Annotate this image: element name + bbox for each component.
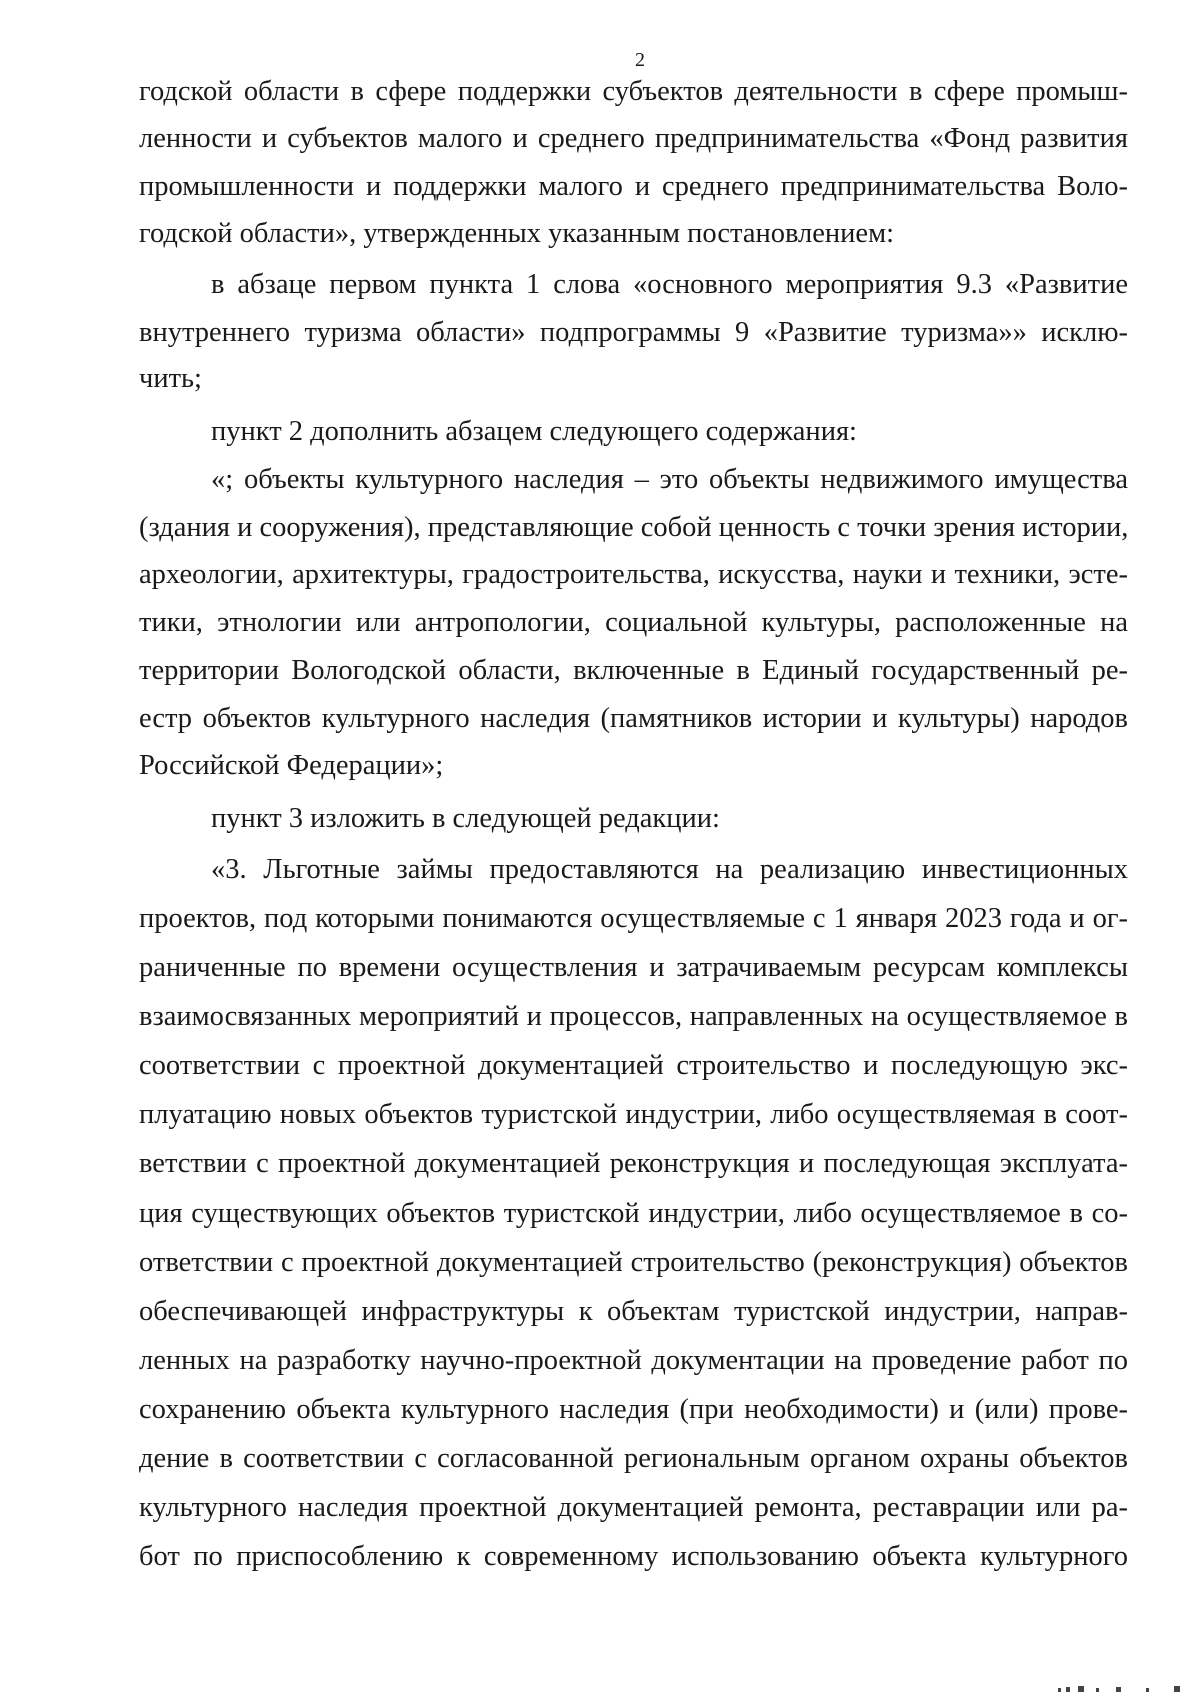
text-line: ция существующих объектов туристской индустрии, либо осуществляемое в со- — [139, 1198, 1128, 1229]
text-line: ленных на разработку научно-проектной документации на проведение работ по — [139, 1345, 1128, 1376]
text-line: обеспечивающей инфраструктуры к объектам туристской индустрии, направ- — [139, 1296, 1128, 1327]
text-line: взаимосвязанных мероприятий и процессов, направленных на осуществляемое в — [139, 1001, 1128, 1032]
text-line: «3. Льготные займы предоставляются на реализацию инвестиционных — [211, 854, 1128, 885]
page-number: 2 — [635, 49, 645, 71]
text-line: естр объектов культурного наследия (памятников истории и культуры) народов — [139, 703, 1128, 734]
text-line: бот по приспособлению к современному использованию объекта культурного — [139, 1541, 1128, 1572]
text-line: культурного наследия проектной документацией ремонта, реставрации или ра- — [139, 1492, 1128, 1523]
text-line: «; объекты культурного наследия – это объекты недвижимого имущества — [211, 464, 1128, 495]
text-line: соответствии с проектной документацией строительство и последующую экс- — [139, 1050, 1128, 1081]
text-line: ветствии с проектной документацией реконструкция и последующая эксплуата- — [139, 1148, 1128, 1179]
text-line: территории Вологодской области, включенные в Единый государственный ре- — [139, 655, 1128, 686]
text-line: промышленности и поддержки малого и среднего предпринимательства Воло- — [139, 171, 1128, 202]
text-line: в абзаце первом пункта 1 слова «основного мероприятия 9.3 «Развитие — [211, 269, 1128, 300]
text-line: плуатацию новых объектов туристской индустрии, либо осуществляемая в соот- — [139, 1099, 1128, 1130]
text-line: ленности и субъектов малого и среднего предпринимательства «Фонд развития — [139, 123, 1128, 154]
text-line: Российской Федерации»; — [139, 750, 444, 781]
text-line: чить; — [139, 363, 202, 394]
text-line: ответствии с проектной документацией строительство (реконструкция) объектов — [139, 1247, 1128, 1278]
text-line: сохранению объекта культурного наследия (при необходимости) и (или) прове- — [139, 1394, 1128, 1425]
text-line: годской области в сфере поддержки субъектов деятельности в сфере промыш- — [139, 76, 1128, 107]
scan-artifact — [1056, 1683, 1186, 1693]
text-line: археологии, архитектуры, градостроительства, искусства, науки и техники, эсте- — [139, 559, 1128, 590]
text-line: внутреннего туризма области» подпрограммы 9 «Развитие туризма»» исклю- — [139, 317, 1128, 348]
text-line: тики, этнологии или антропологии, социальной культуры, расположенные на — [139, 607, 1128, 638]
text-line: пункт 2 дополнить абзацем следующего содержания: — [211, 416, 857, 447]
text-line: дение в соответствии с согласованной региональным органом охраны объектов — [139, 1443, 1128, 1474]
text-line: проектов, под которыми понимаются осуществляемые с 1 января 2023 года и ог- — [139, 903, 1128, 934]
text-line: годской области», утвержденных указанным постановлением: — [139, 218, 895, 249]
text-line: (здания и сооружения), представляющие собой ценность с точки зрения истории, — [139, 512, 1128, 543]
text-line: раниченные по времени осуществления и затрачиваемым ресурсам комплексы — [139, 952, 1128, 983]
text-line: пункт 3 изложить в следующей редакции: — [211, 803, 720, 834]
